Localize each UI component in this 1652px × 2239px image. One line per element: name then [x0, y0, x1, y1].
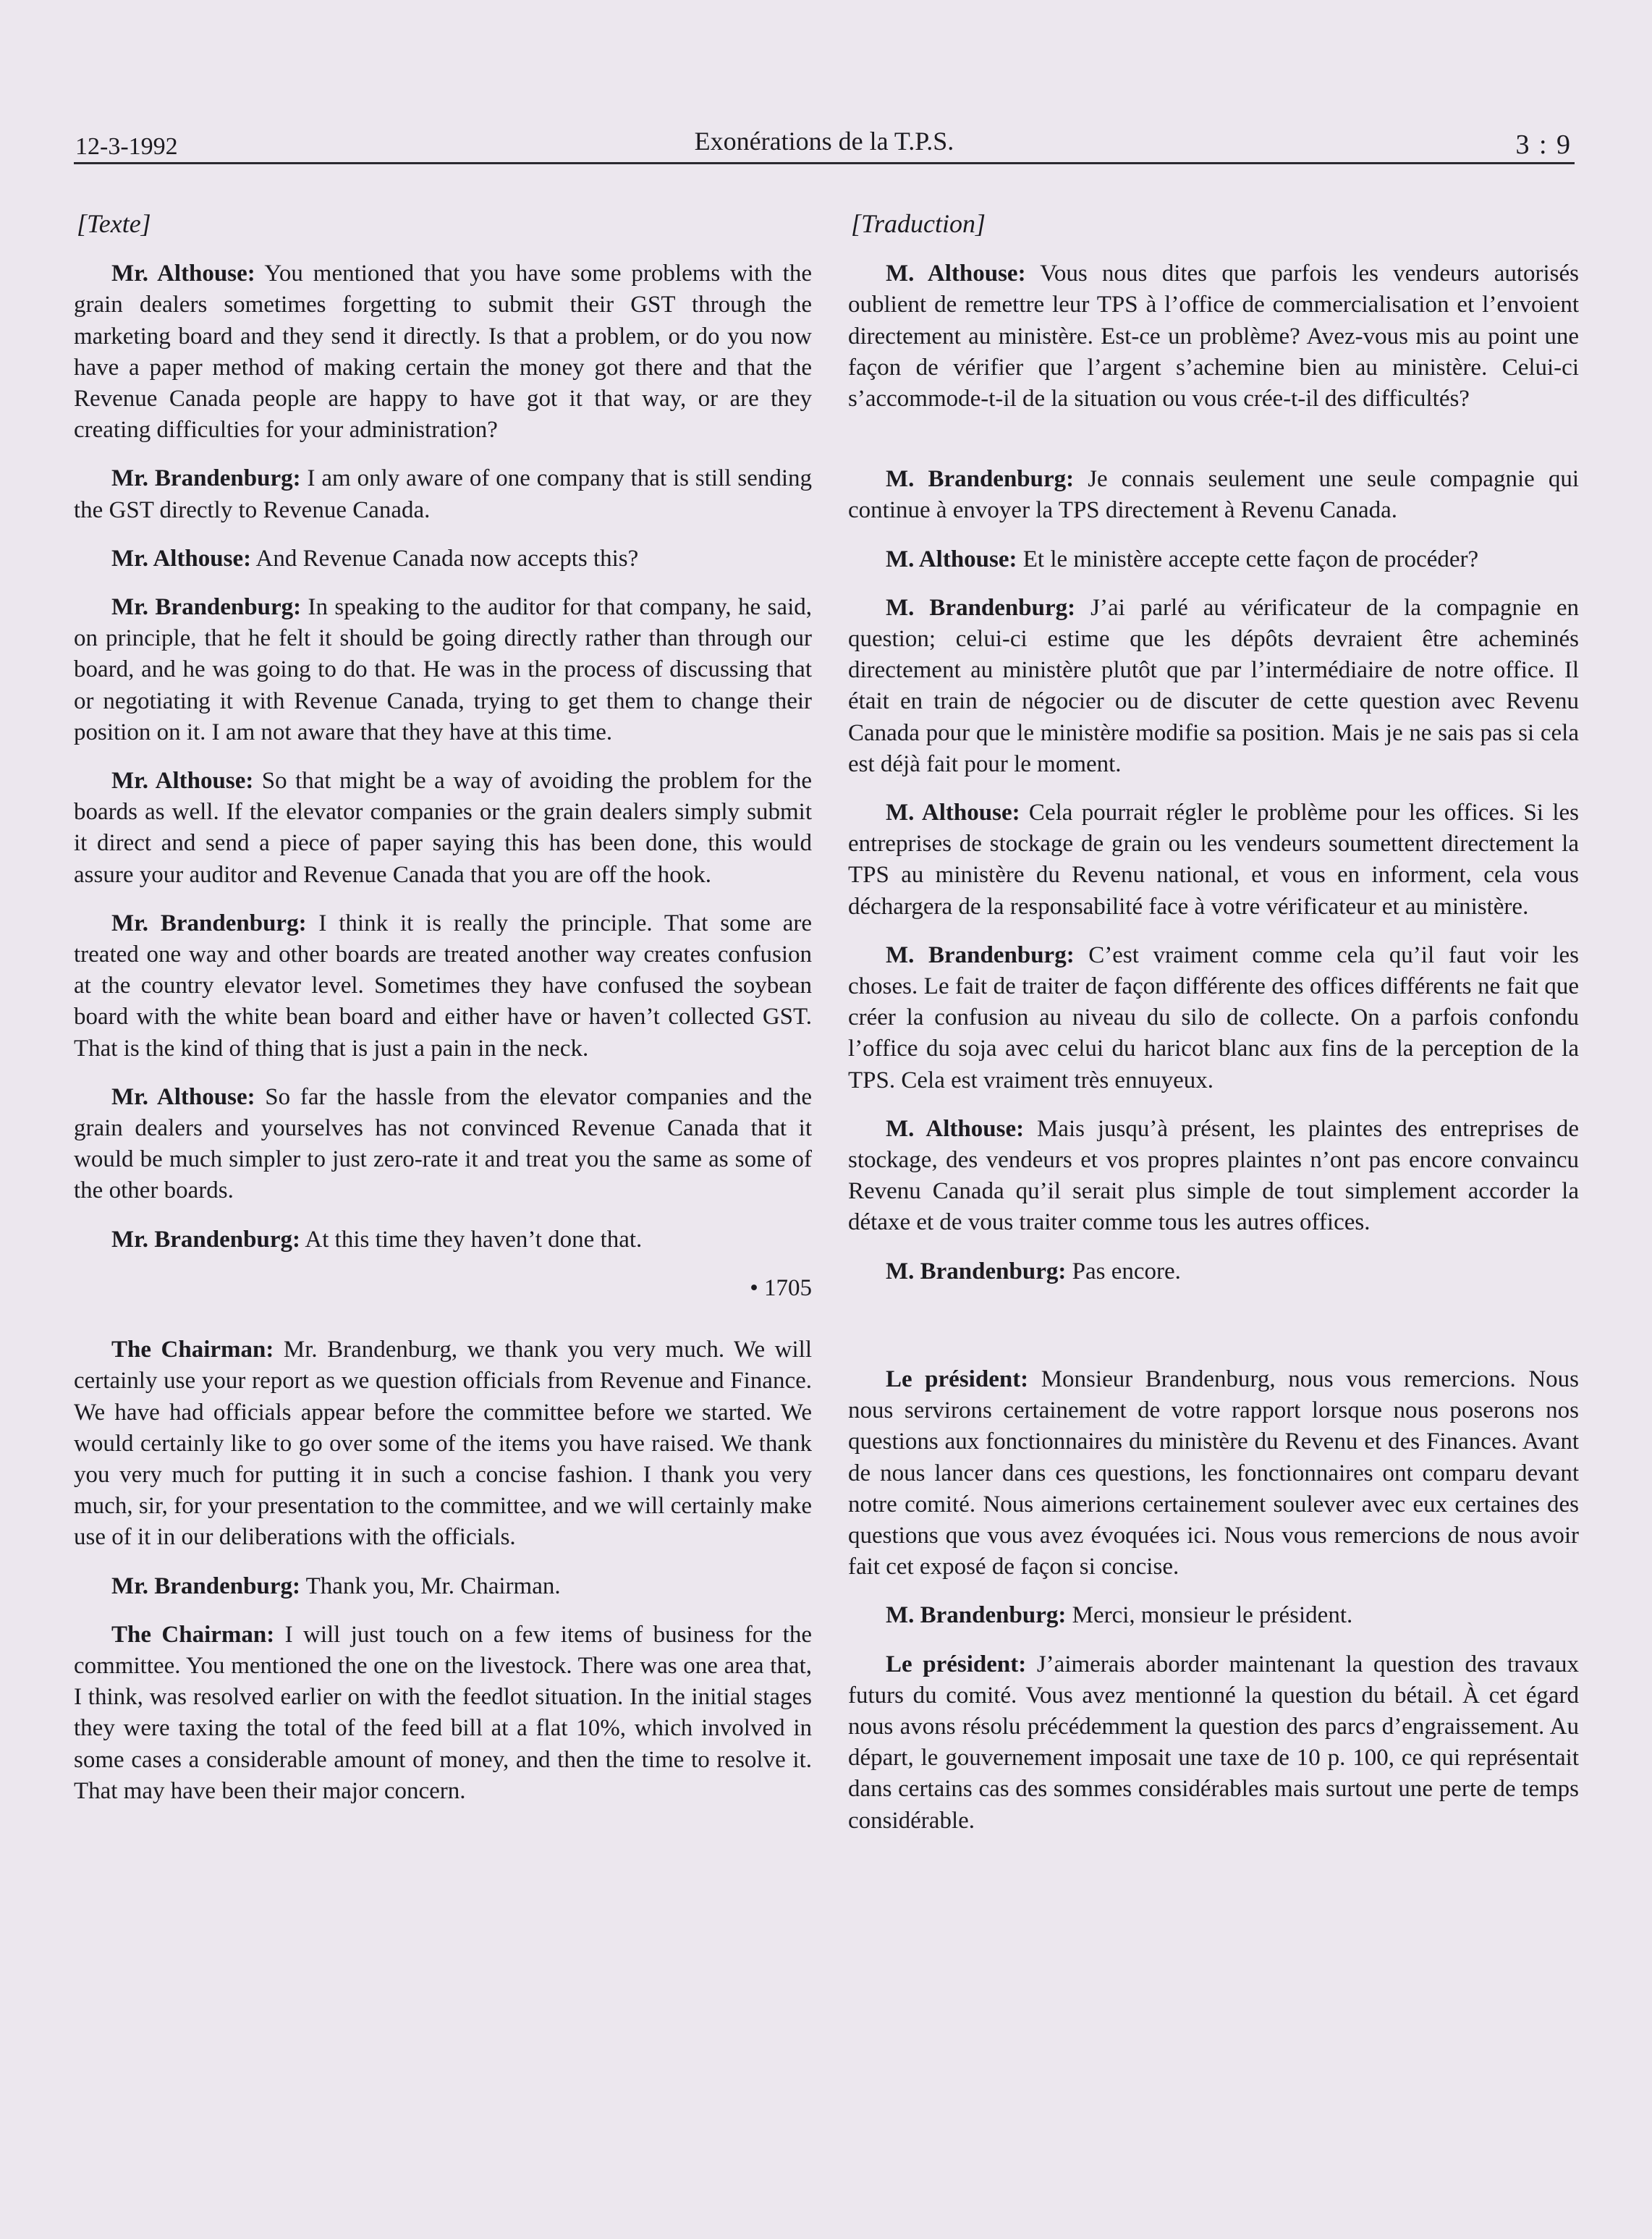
paragraph — [848, 593, 1579, 780]
paragraph — [848, 1600, 1579, 1631]
section-label-traduction: [Traduction] — [851, 209, 986, 238]
speech: C’est vraiment comme cela qu’il faut voir les choses. Le fait de traiter de façon différente des offices différents ne fait que créer la confusion au niveau du silo de collecte. On a parfois confondu l’office du soja avec celui du haricot blanc aux fins de la perception de la TPS. Cela est vraiment très ennuyeux. — [848, 941, 1579, 1093]
speaker: Mr. Brandenburg: — [111, 1573, 300, 1599]
paragraph — [848, 1364, 1579, 1583]
speech: Mais jusqu’à présent, les plaintes des entreprises de stockage, des vendeurs et vos propres plaintes n’ont pas encore convaincu Revenu Canada qu’il serait plus simple de tout simplement accorder la détaxe et de vous traiter comme tous les autres offices. — [848, 1115, 1579, 1236]
speech: Cela pourrait régler le problème pour les offices. Si les entreprises de stockage de grain ou les vendeurs soumettent directement la TPS au ministère du Revenu national, et vous en informent, cela vous déchargera de la responsabilité face à votre vérificateur et au ministère. — [848, 800, 1580, 920]
speech: I will just touch on a few items of business for the committee. You mentioned the one on the livestock. There was one area that, I think, was resolved earlier on with the feedlot situation. In the initial stages they were taxing the total of the feed bill at a flat 10%, which involved in some cases a considerable amount of money, and then the time to resolve it. That may have been their major concern. — [74, 1621, 812, 1804]
speaker: Mr. Althouse: — [111, 261, 255, 287]
speech: J’ai parlé au vérificateur de la compagnie en question; celui-ci estime que les dépôts devraient être acheminés directement au ministère plutôt que par l’intermédiaire de notre office. Il était en train de négocier ou de discuter de cette question avec Revenu Canada pour que le ministère modifie sa position. Mais je ne sais pas si cela est déjà fait pour le moment. — [848, 594, 1579, 777]
speaker: M. Althouse: — [886, 800, 1020, 826]
paragraph — [848, 544, 1579, 575]
speaker: Mr. Althouse: — [111, 545, 252, 572]
speaker: M. Althouse: — [886, 546, 1017, 572]
speech: Mr. Brandenburg, we thank you very much. We will certainly use your report as we question officials from Revenue and Finance. We have had officials appear before the committee before we started. We would certainly like to go over some of the items you have raised. We thank you very much for putting it in such a concise fashion. I thank you very much, sir, for your presentation to the committee, and we will certainly make use of it in our deliberations with the officials. — [74, 1337, 813, 1551]
speaker: M. Althouse: — [886, 1115, 1025, 1142]
speech: So that might be a way of avoiding the problem for the boards as well. If the elevator companies or the grain dealers simply submit it direct and send a piece of paper saying this has been done, this would assure your auditor and Revenue Canada that you are off the hook. — [74, 768, 812, 888]
paragraph — [848, 1256, 1579, 1287]
spacer — [848, 432, 1579, 464]
paragraph — [74, 592, 812, 748]
speaker: Le président: — [886, 1366, 1029, 1392]
speech: I think it is really the principle. That some are treated one way and other boards are treated another way creates confusion at the country elevator level. Sometimes they have confused the soybean board with the white bean board and either have or haven’t collected GST. That is the kind of thing that is just a pain in the neck. — [74, 910, 812, 1062]
speech: Et le ministère accepte cette façon de procéder? — [1017, 546, 1479, 572]
speaker: M. Brandenburg: — [886, 594, 1076, 621]
spacer — [848, 1305, 1579, 1364]
speaker: Mr. Althouse: — [111, 1083, 255, 1110]
speaker: M. Brandenburg: — [886, 466, 1075, 493]
speech: Je connais seulement une seule compagnie qui continue à envoyer la TPS directement à Revenu Canada. — [848, 466, 1579, 524]
speaker: M. Brandenburg: — [886, 1258, 1067, 1284]
paragraph — [74, 258, 812, 446]
speech: You mentioned that you have some problems with the grain dealers sometimes forgetting to submit their GST through the marketing board and they send it directly. Is that a problem, or do you now have a paper method of making certain the money got there and that the Revenue Canada people are happy to have got it that way, or are they creating difficulties for your administration? — [74, 261, 812, 444]
header-title: Exonérations de la T.P.S. — [694, 127, 954, 156]
speaker: Mr. Brandenburg: — [111, 465, 301, 492]
speaker: The Chairman: — [111, 1337, 274, 1363]
paragraph — [848, 1114, 1579, 1239]
paragraph — [848, 258, 1579, 415]
header-date: 12-3-1992 — [75, 133, 178, 160]
paragraph — [848, 797, 1579, 923]
paragraph — [74, 766, 812, 891]
speaker: Mr. Brandenburg: — [111, 594, 302, 621]
speech: Thank you, Mr. Chairman. — [300, 1573, 561, 1599]
speech: Merci, monsieur le président. — [1066, 1602, 1353, 1629]
paragraph — [74, 1224, 812, 1256]
paragraph — [848, 1649, 1579, 1837]
french-column — [848, 208, 1579, 1854]
section-label-text: Traduction — [861, 209, 976, 238]
page-header — [74, 124, 1575, 164]
paragraph — [74, 1620, 812, 1807]
speech: J’aimerais aborder maintenant la question des travaux futurs du comité. Vous avez mentionné la question du bétail. À cet égard nous avons résolu précédemment la question des parcs d’engraissement. Au départ, le gouvernement imposait une taxe de 10 p. 100, ce qui représentait dans certains cas des sommes considérables mais surtout une perte de temps considérable. — [848, 1651, 1579, 1834]
paragraph — [74, 908, 812, 1065]
time-marker: • 1705 — [750, 1274, 812, 1301]
section-label-texte: [Texte] — [77, 209, 151, 238]
paragraph — [74, 463, 812, 525]
speech: Pas encore. — [1066, 1258, 1181, 1284]
speech: I am only aware of one company that is still sending the GST directly to Revenue Canada. — [74, 465, 812, 523]
speech: Vous nous dites que parfois les vendeurs autorisés oublient de remettre leur TPS à l’office de commercialisation et l’envoient directement au ministère. Est-ce un problème? Avez-vous mis au point une façon de vérifier que l’argent s’achemine bien au ministère. Celui-ci s’accommode-t-il de la situation ou vous crée-t-il des difficultés? — [848, 261, 1579, 412]
paragraph — [74, 1571, 812, 1602]
speaker: M. Althouse: — [886, 261, 1026, 287]
header-page-number: 3 : 9 — [1515, 130, 1572, 160]
paragraph — [848, 464, 1579, 526]
speaker: The Chairman: — [111, 1621, 275, 1648]
speaker: Le président: — [886, 1651, 1027, 1677]
speech: At this time they haven’t done that. — [300, 1226, 643, 1253]
paragraph — [848, 940, 1579, 1096]
speaker: Mr. Brandenburg: — [111, 910, 307, 936]
speaker: M. Brandenburg: — [886, 1602, 1067, 1629]
section-label-text: Texte — [87, 209, 141, 238]
paragraph — [74, 543, 812, 575]
speaker: Mr. Brandenburg: — [111, 1226, 300, 1253]
speaker: M. Brandenburg: — [886, 941, 1075, 968]
paragraph — [74, 1334, 812, 1553]
speaker: Mr. Althouse: — [111, 768, 254, 795]
paragraph — [74, 1082, 812, 1207]
speech: So far the hassle from the elevator companies and the grain dealers and yourselves has not convinced Revenue Canada that it would be much simpler to just zero-rate it and treat you the same as some of the other boards. — [74, 1083, 812, 1204]
speech: Monsieur Brandenburg, nous vous remercions. Nous nous servirons certainement de votre rapport lorsque nous poserons nos questions aux fonctionnaires du ministère du Revenu et des Finances. Avant de nous lancer dans ces questions, les fonctionnaires ont comparu devant notre comité. Nous aimerions certainement soulever avec eux certaines des questions que vous avez évoquées ici. Nous vous remercions de nous avoir fait cet exposé de façon si concise. — [848, 1366, 1579, 1580]
speech: And Revenue Canada now accepts this? — [251, 545, 639, 572]
english-column — [74, 208, 812, 1824]
speech: In speaking to the auditor for that company, he said, on principle, that he felt it should be going directly rather than through our board, and he was going to do that. He was in the process of discussing that or negotiating it with Revenue Canada, trying to get them to change their position on it. I am not aware that they have at this time. — [74, 594, 812, 745]
